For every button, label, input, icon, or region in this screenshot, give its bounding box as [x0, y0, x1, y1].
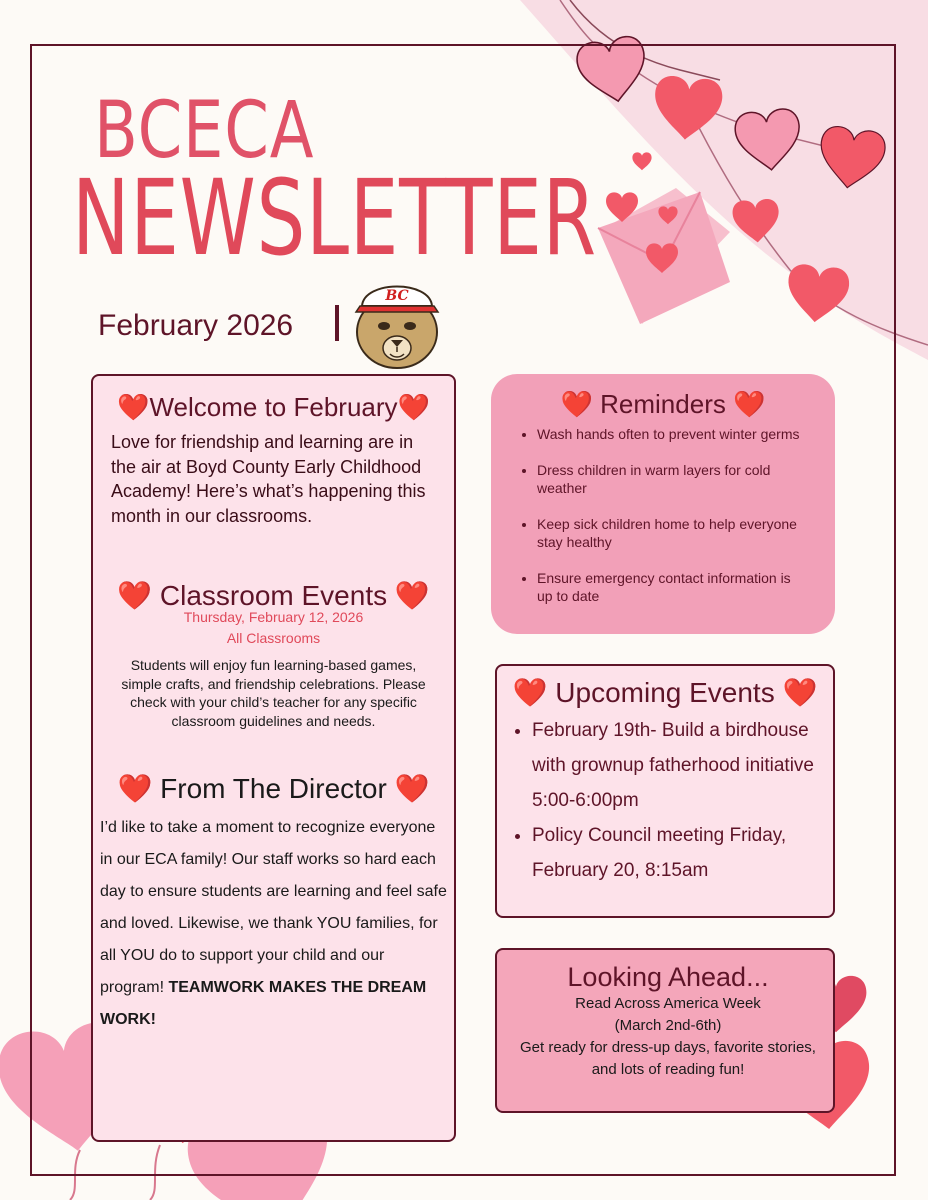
looking-ahead-dates: (March 2nd-6th): [614, 1017, 722, 1034]
welcome-heading: ❤️Welcome to February❤️: [117, 392, 430, 422]
looking-ahead-text: [513, 993, 823, 1081]
newsletter-title-line2: NEWSLETTER: [72, 157, 597, 279]
list-item: • Policy Council meeting Friday, February 20, 8:15am: [532, 818, 830, 888]
classroom-events-text: Students will enjoy fun learning-based games, simple crafts, and friendship celebrations. Please check with your child’s teacher for any specific classroom guidelines and needs.: [121, 657, 426, 729]
director-text: I’d like to take a moment to recognize everyone in our ECA family! Our staff works so hard each day to ensure students are learning and feel safe and loved. Likewise, we thank YOU families, for all YOU do to support your child and our program!: [100, 819, 447, 996]
director-motto: TEAMWORK MAKES THE DREAM WORK!: [100, 979, 427, 1028]
reminders-heading: ❤️ Reminders ❤️: [560, 389, 766, 419]
list-item: • Ensure emergency contact information is up to date: [537, 569, 807, 605]
looking-ahead-description: Get ready for dress-up days, favorite stories, and lots of reading fun!: [520, 1039, 816, 1078]
list-item: • February 19th- Build a birdhouse with grownup fatherhood initiative 5:00-6:00pm: [532, 713, 830, 818]
issue-month: February 2026: [98, 309, 294, 342]
director-message: [100, 812, 448, 1036]
heart-icon: ❤️: [397, 392, 430, 422]
director-heading: ❤️ From The Director ❤️: [117, 773, 430, 804]
heart-icon: ❤️: [782, 677, 818, 708]
svg-text:BC: BC: [385, 288, 409, 304]
looking-ahead-heading: Looking Ahead...: [567, 962, 769, 992]
heart-icon: ❤️: [560, 389, 593, 419]
classroom-events-audience: All Classrooms: [226, 630, 321, 646]
heart-icon: ❤️: [117, 392, 150, 422]
heart-icon: ❤️: [394, 580, 430, 611]
list-item: • Keep sick children home to help everyone stay healthy: [537, 515, 807, 551]
heart-icon: ❤️: [733, 389, 766, 419]
classroom-events-date: Thursday, February 12, 2026: [183, 609, 364, 625]
heart-icon: ❤️: [394, 773, 430, 804]
heart-icon: ❤️: [117, 773, 153, 804]
title-divider: [335, 305, 339, 341]
looking-ahead-event: Read Across America Week: [575, 995, 761, 1012]
list-item: • Wash hands often to prevent winter germs: [537, 425, 807, 443]
lion-cub-mascot-icon: [354, 272, 440, 370]
classroom-events-heading: ❤️ Classroom Events ❤️: [117, 580, 430, 611]
upcoming-events-list: [532, 713, 830, 888]
reminders-list: [537, 425, 807, 623]
upcoming-events-heading: ❤️ Upcoming Events ❤️: [512, 677, 818, 708]
heart-icon: ❤️: [512, 677, 548, 708]
welcome-text: Love for friendship and learning are in the air at Boyd County Early Childhood Academy! Here’s what’s happening this month in our classrooms.: [111, 432, 426, 526]
list-item: • Dress children in warm layers for cold weather: [537, 461, 807, 497]
newsletter-title-line1: BCECA: [94, 86, 315, 176]
heart-icon: ❤️: [117, 580, 153, 611]
